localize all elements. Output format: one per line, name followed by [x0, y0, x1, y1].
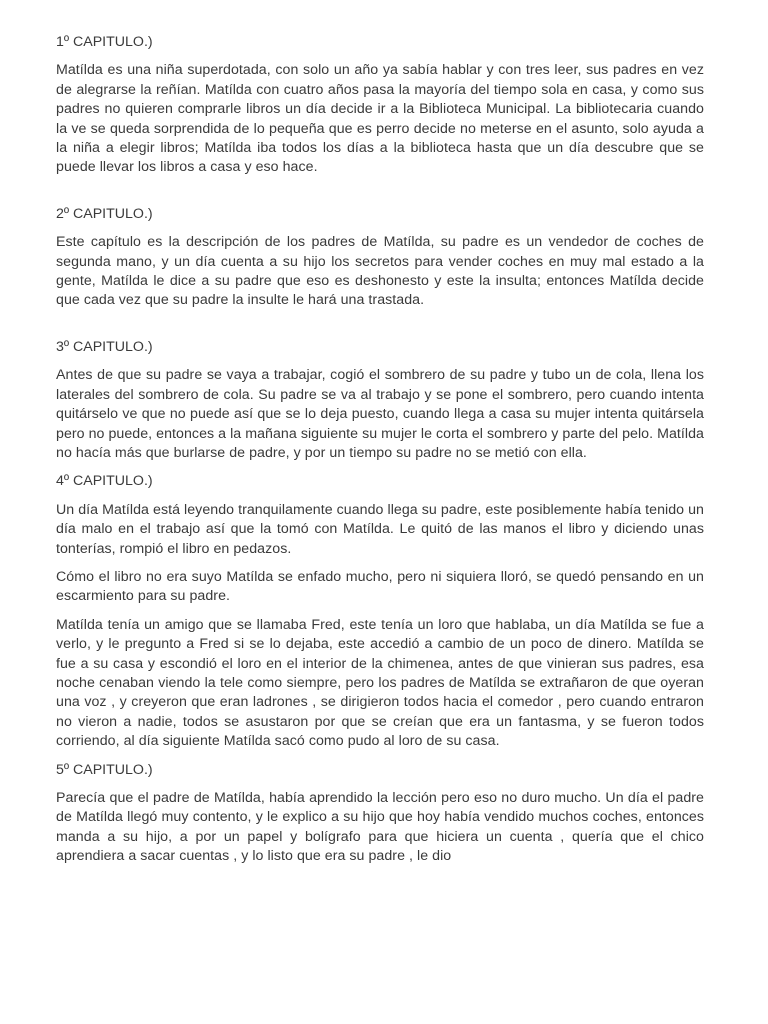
- chapter-heading: 3º CAPITULO.): [56, 338, 153, 355]
- section-chapter-4: [56, 472, 704, 751]
- chapter-paragraph: Antes de que su padre se vaya a trabajar, cogió el sombrero de su padre y tubo un de cola, llena los laterales del sombrero de cola. Su padre se va al trabajo y se pone el sombrero, pero cuando intenta quitárselo ve que no puede así que se lo deja puesto, cuando llega a casa su mujer intenta quitársela pero no puede, entonces a la mañana siguiente su mujer le corta el sombrero y parte del pelo. Matílda no hacía más que burlarse de padre, y por un tiempo su padre no se metió con ella.: [56, 367, 704, 461]
- section-spacer: [56, 320, 704, 338]
- chapter-heading: 4º CAPITULO.): [56, 473, 153, 490]
- chapter-paragraph: Parecía que el padre de Matílda, había aprendido la lección pero eso no duro mucho. Un día el padre de Matílda llegó muy contento, y le explico a su hijo que hoy había vendido muchos coches, entonces manda a su hijo, a por un papel y bolígrafo para que hiciera un cuenta , quería que el chico aprendiera a sacar cuentas , y lo listo que era su padre , le dio: [56, 790, 704, 865]
- chapter-paragraph: Un día Matílda está leyendo tranquilamente cuando llega su padre, este posiblemente había tenido un día malo en el trabajo así que la tomó con Matílda. Le quitó de las manos el libro y diciendo unas tonterías, rompió el libro en pedazos.: [56, 501, 704, 557]
- section-spacer: [56, 187, 704, 205]
- chapter-paragraph: Matílda es una niña superdotada, con solo un año ya sabía hablar y con tres leer, sus padres en vez de alegrarse la reñían. Matílda con cuatro años pasa la mayoría del tiempo sola en casa, y como sus padres no quieren comprarle libros un día decide ir a la Biblioteca Municipal. La bibliotecaria cuando la ve se queda sorprendida de lo pequeña que es perro decide no meterse en el asunto, solo ayuda a la niña a elegir libros; Matílda iba todos los días a la biblioteca hasta que un día descubre que se puede llevar los libros a casa y eso hace.: [56, 62, 704, 176]
- chapter-paragraph: Matílda tenía un amigo que se llamaba Fred, este tenía un loro que hablaba, un día Matílda se fue a verlo, y le pregunto a Fred si se lo dejaba, este accedió a cambio de un poco de dinero. Matílda se fue a su casa y escondió el loro en el interior de la chimenea, antes de que vinieran sus padres, esa noche cenaban viendo la tele como siempre, pero los padres de Matílda se extrañaron de que oyeran una voz , y creyeron que eran ladrones , se dirigieron todos hacia el comedor , pero cuando entraron no vieron a nadie, todos se asustaron por que se creían que era un fantasma, y se fueron todos corriendo, al día siguiente Matílda sacó como pudo al loro de su casa.: [56, 616, 704, 750]
- chapter-paragraph: Este capítulo es la descripción de los padres de Matílda, su padre es un vendedor de coches de segunda mano, y un día cuenta a su hijo los secretos para vender coches en muy mal estado a la gente, Matílda le dice a su padre que eso es deshonesto y este la insulta; entonces Matílda decide que cada vez que su padre la insulte le hará una trastada.: [56, 234, 704, 309]
- chapter-heading: 2º CAPITULO.): [56, 205, 153, 222]
- section-chapter-2: [56, 205, 704, 311]
- chapter-heading: 1º CAPITULO.): [56, 34, 153, 50]
- chapter-heading: 5º CAPITULO.): [56, 761, 153, 778]
- section-chapter-3: [56, 338, 704, 463]
- chapter-paragraph: Cómo el libro no era suyo Matílda se enfado mucho, pero ni siquiera lloró, se quedó pensando en un escarmiento para su padre.: [56, 568, 704, 605]
- section-chapter-5: [56, 761, 704, 867]
- section-chapter-1: [56, 33, 704, 178]
